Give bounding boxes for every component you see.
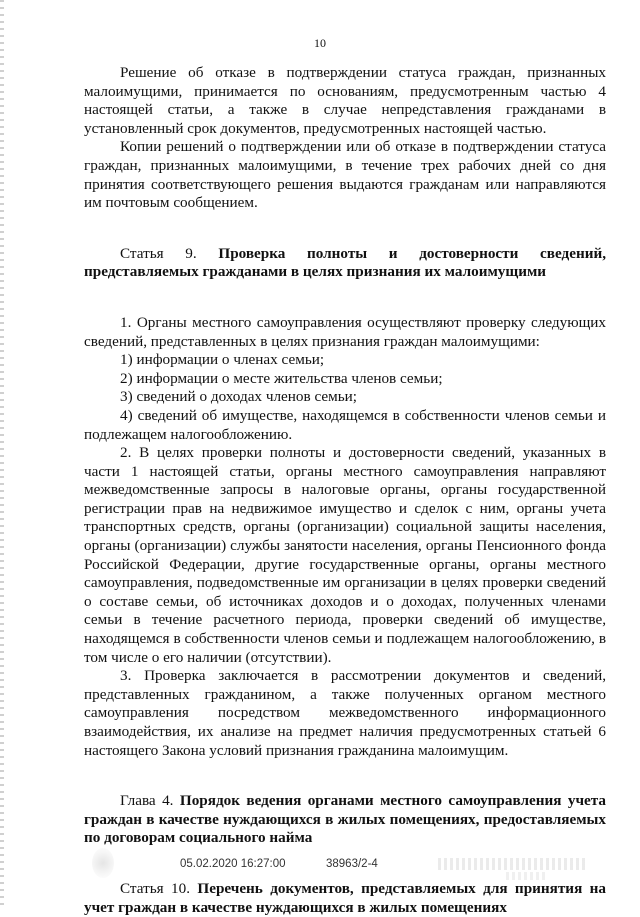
scan-edge — [0, 0, 4, 905]
article-9-title: Проверка полноты и достоверности сведений, представляемых гражданами в целях признания их малоимущими — [84, 244, 607, 281]
chapter-4-number: Глава 4. — [120, 792, 174, 810]
list-item: 1) информации о членах семьи; — [120, 351, 325, 369]
article-9-part-2: 2. В целях проверки полноты и достоверности сведений, указанных в части 1 настоящей статьи, органы местного самоуправления направляют межведомственные запросы в налоговые органы, органы государственной регистрации прав на недвижимое имущество и сделок с ним, органы учета транспортных средств, органы (организации) социальной защиты населения, органы (организации) службы занятости населения, органы Пенсионного фонда Российской Федерации, другие государственные органы, органы местного самоуправления, подведомственные им организации в целях проверки сведений о составе семьи, об источниках доходов и о доходах, полученных членами семьи в течение расчетного периода, проверки сведений об имуществе, находящемся в собственности членов семьи и подлежащем налогообложению, в том числе о его наличии (отсутствии). — [84, 444, 606, 666]
paragraph-refusal: Решение об отказе в подтверждении статуса граждан, признанных малоимущими, принимается по основаниям, предусмотренным частью 4 настоящей статьи, а также в случае непредставления гражданами в установленный срок документов, предусмотренных настоящей частью. — [84, 64, 606, 137]
list-item: 2) информации о месте жительства членов семьи; — [120, 369, 443, 387]
article-10-number: Статья 10. — [120, 879, 191, 897]
chapter-4-title: Порядок ведения органами местного самоуправления учета граждан в качестве нуждающихся в жилых помещениях, предоставляемых по договорам социального найма — [84, 792, 606, 847]
chapter-4-heading — [84, 792, 606, 848]
seal-mark-icon — [92, 848, 114, 878]
article-9-heading — [84, 245, 606, 282]
footer-timestamp: 05.02.2020 16:27:00 — [180, 858, 286, 870]
article-10-heading — [84, 880, 606, 917]
list-item: 4) сведений об имуществе, находящемся в собственности членов семьи и подлежащем налогообложению. — [84, 406, 606, 443]
page-number: 10 — [314, 36, 326, 50]
list-item: 3) сведений о доходах членов семьи; — [120, 388, 358, 406]
paragraph-copies: Копии решений о подтверждении или об отказе в подтверждении статуса граждан, признанных малоимущими, в течение трех рабочих дней со дня принятия соответствующего решения выдаются гражданам или направляются им почтовым сообщением. — [84, 138, 606, 212]
faint-stamp-line — [438, 858, 588, 870]
article-9-part-1: 1. Органы местного самоуправления осуществляют проверку следующих сведений, представленных в целях признания граждан малоимущими: — [84, 313, 606, 350]
article-10-title: Перечень документов, представляемых для принятия на учет граждан в качестве нуждающихся в жилых помещениях — [84, 879, 606, 916]
article-9-number: Статья 9. — [120, 244, 197, 262]
article-9-part-3: 3. Проверка заключается в рассмотрении документов и сведений, представленных гражданином, а также полученных органом местного самоуправления посредством межведомственного информационного взаимодействия, их анализе на предмет наличия предусмотренных статьей 6 настоящего Закона условий признания гражданина малоимущим. — [84, 667, 606, 759]
document-body — [84, 64, 606, 917]
footer-doc-code: 38963/2-4 — [326, 858, 378, 870]
faint-stamp-line — [506, 872, 546, 880]
